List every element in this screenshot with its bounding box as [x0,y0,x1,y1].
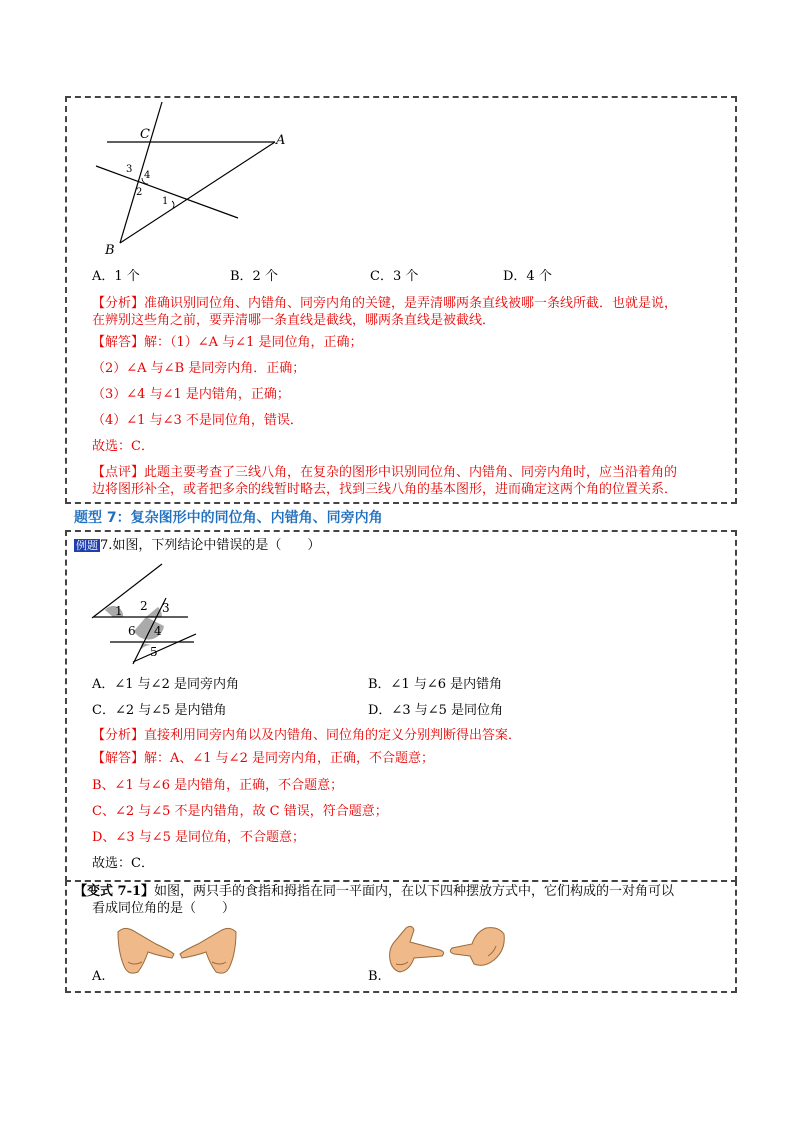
prev-answer-line5: 故选：C． [92,439,154,454]
example-figure [90,560,210,668]
prev-option-d: D．4 个 [503,269,552,284]
variant-question: 如图，两只手的食指和拇指在同一平面内，在以下四种摆放方式中，它们构成的一对角可以 [154,884,675,899]
section-title: 题型 7：复杂图形中的同位角、内错角、同旁内角 [74,510,383,526]
label-2: 2 [140,599,148,613]
hands-figure-b [384,920,510,980]
prev-answer-line2: （2）∠A 与∠B 是同旁内角．正确； [92,361,306,376]
variant-question-line1 [74,883,674,901]
example-option-c: C．∠2 与∠5 是内错角 [92,703,227,718]
label-5: 5 [150,645,158,659]
example-answer-line5: 故选：C． [92,856,154,871]
prev-analysis-line1: 【分析】准确识别同位角、内错角、同旁内角的关键，是弄清哪两条直线被哪一条线所截．也就是说， [92,296,678,311]
label-4: 4 [154,624,162,638]
label-B: B [105,243,115,255]
example-answer-line1: 【解答】解：A、∠1 与∠2 是同旁内角，正确，不合题意； [92,751,434,766]
label-3: 3 [126,164,133,175]
example-option-d: D．∠3 与∠5 是同位角 [368,703,504,718]
prev-comment-line2: 边将图形补全，或者把多余的线暂时略去，找到三线八角的基本图形，进而确定这两个角的位置关系． [92,482,678,497]
prev-analysis-line2: 在辨别这些角之前，要弄清哪一条直线是截线，哪两条直线是被截线． [92,313,496,328]
example-answer-line4: D、∠3 与∠5 是同位角，不合题意； [92,830,306,845]
example-option-a: A．∠1 与∠2 是同旁内角 [92,677,239,692]
label-4: 4 [144,170,151,181]
prev-option-c: C．3 个 [370,269,419,284]
example-answer-line3: C、∠2 与∠5 不是内错角，故 C 错误，符合题意； [92,804,388,819]
example-option-b: B．∠1 与∠6 是内错角 [368,677,503,692]
label-1: 1 [115,604,123,618]
example-question: 7.如图，下列结论中错误的是（ ） [100,538,321,553]
example-answer-line2: B、∠1 与∠6 是内错角，正确，不合题意； [92,778,344,793]
prev-comment-line1: 【点评】此题主要考查了三线八角，在复杂的图形中识别同位角、内错角、同旁内角时，应当沿着角的 [92,465,678,480]
label-3: 3 [162,601,170,615]
example-question-row [74,537,320,555]
prev-answer-line4: （4）∠1 与∠3 不是同位角，错误． [92,413,303,428]
label-6: 6 [128,624,136,638]
prev-option-a: A．1 个 [92,269,140,284]
variant-label: 【变式 7-1】 [74,884,155,899]
prev-figure [90,100,300,255]
prev-answer-line1: 【解答】解：（1）∠A 与∠1 是同位角，正确； [92,335,363,350]
variant-question-line2: 看成同位角的是（ ） [92,901,236,916]
label-A: A [276,133,286,148]
prev-answer-line3: （3）∠4 与∠1 是内错角，正确； [92,387,290,402]
variant-option-b: B. [368,969,382,984]
example-analysis: 【分析】直接利用同旁内角以及内错角、同位角的定义分别判断得出答案． [92,728,522,743]
example-tag: 例题 [76,539,98,552]
label-C: C [140,127,150,142]
label-2: 2 [136,187,143,198]
variant-option-a: A. [92,969,106,984]
hands-figure-a [114,922,240,980]
label-1: 1 [162,196,169,207]
prev-option-b: B．2 个 [230,269,278,284]
